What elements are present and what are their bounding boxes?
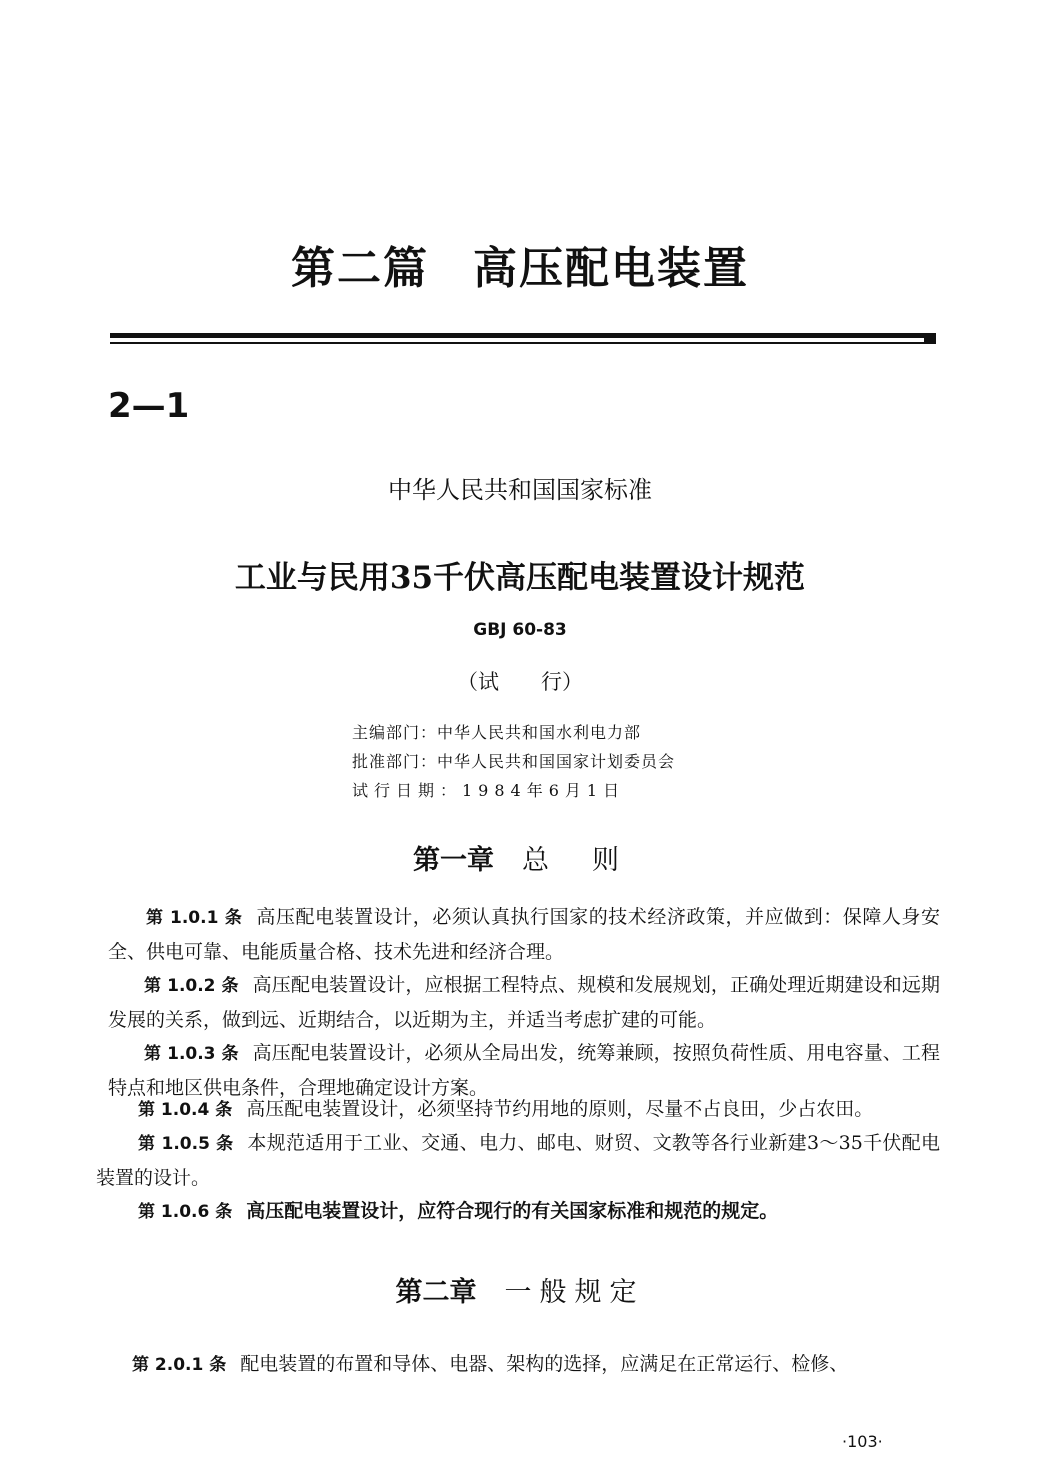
meta-approver: 批准部门：中华人民共和国国家计划委员会 [352,752,676,771]
standard-title: 工业与民用35千伏高压配电装置设计规范 [234,560,806,596]
chapter-2-title: 一般规定 [504,1277,645,1308]
article-1-0-4: 第 1.0.4 条 高压配电装置设计，必须坚持节约用地的原则，尽量不占良田，少占农田。 [138,1098,874,1120]
article-1-0-1: 第 1.0.1 条 高压配电装置设计，必须认真执行国家的技术经济政策，并应做到：保障人身安全、供电可靠、电能质量合格、技术先进和经济合理。 [108,906,940,963]
standard-organization: 中华人民共和国国家标准 [388,476,652,504]
meta-trial-date: 试行日期：1984年6月1日 [352,781,626,800]
title-rule-end [924,336,936,344]
title-rule [110,333,936,338]
article-1-0-3: 第 1.0.3 条 高压配电装置设计，必须从全局出发，统筹兼顾，按照负荷性质、用电容量、工程特点和地区供电条件，合理地确定设计方案。 [108,1042,940,1099]
chapter-1-title: 总 则 [522,845,627,876]
part-name: 高压配电装置 [473,243,749,294]
chapter-2-heading [0,1270,1040,1309]
meta-editor: 主编部门：中华人民共和国水利电力部 [352,723,642,742]
page-number: ·103· [842,1432,883,1451]
standard-code: GBJ 60-83 [473,620,567,640]
chapter-2-label: 第二章 [395,1277,477,1308]
section-number: 2—1 [108,386,190,426]
chapter-1-heading [0,838,1040,877]
article-1-0-5: 第 1.0.5 条 本规范适用于工业、交通、电力、邮电、财贸、文教等各行业新建3～35千伏配电装置的设计。 [96,1132,940,1189]
part-title [0,232,1040,296]
article-2-0-1: 第 2.0.1 条 配电装置的布置和导体、电器、架构的选择，应满足在正常运行、检修、 [132,1353,849,1375]
article-1-0-6: 第 1.0.6 条 高压配电装置设计，应符合现行的有关国家标准和规范的规定。 [138,1200,779,1222]
standard-status: （试 行） [457,670,583,694]
part-label: 第二篇 [291,243,429,294]
article-1-0-2: 第 1.0.2 条 高压配电装置设计，应根据工程特点、规模和发展规划，正确处理近期建设和远期发展的关系，做到远、近期结合，以近期为主，并适当考虑扩建的可能。 [108,974,940,1031]
chapter-1-label: 第一章 [413,845,494,876]
title-rule-thin [110,342,936,344]
